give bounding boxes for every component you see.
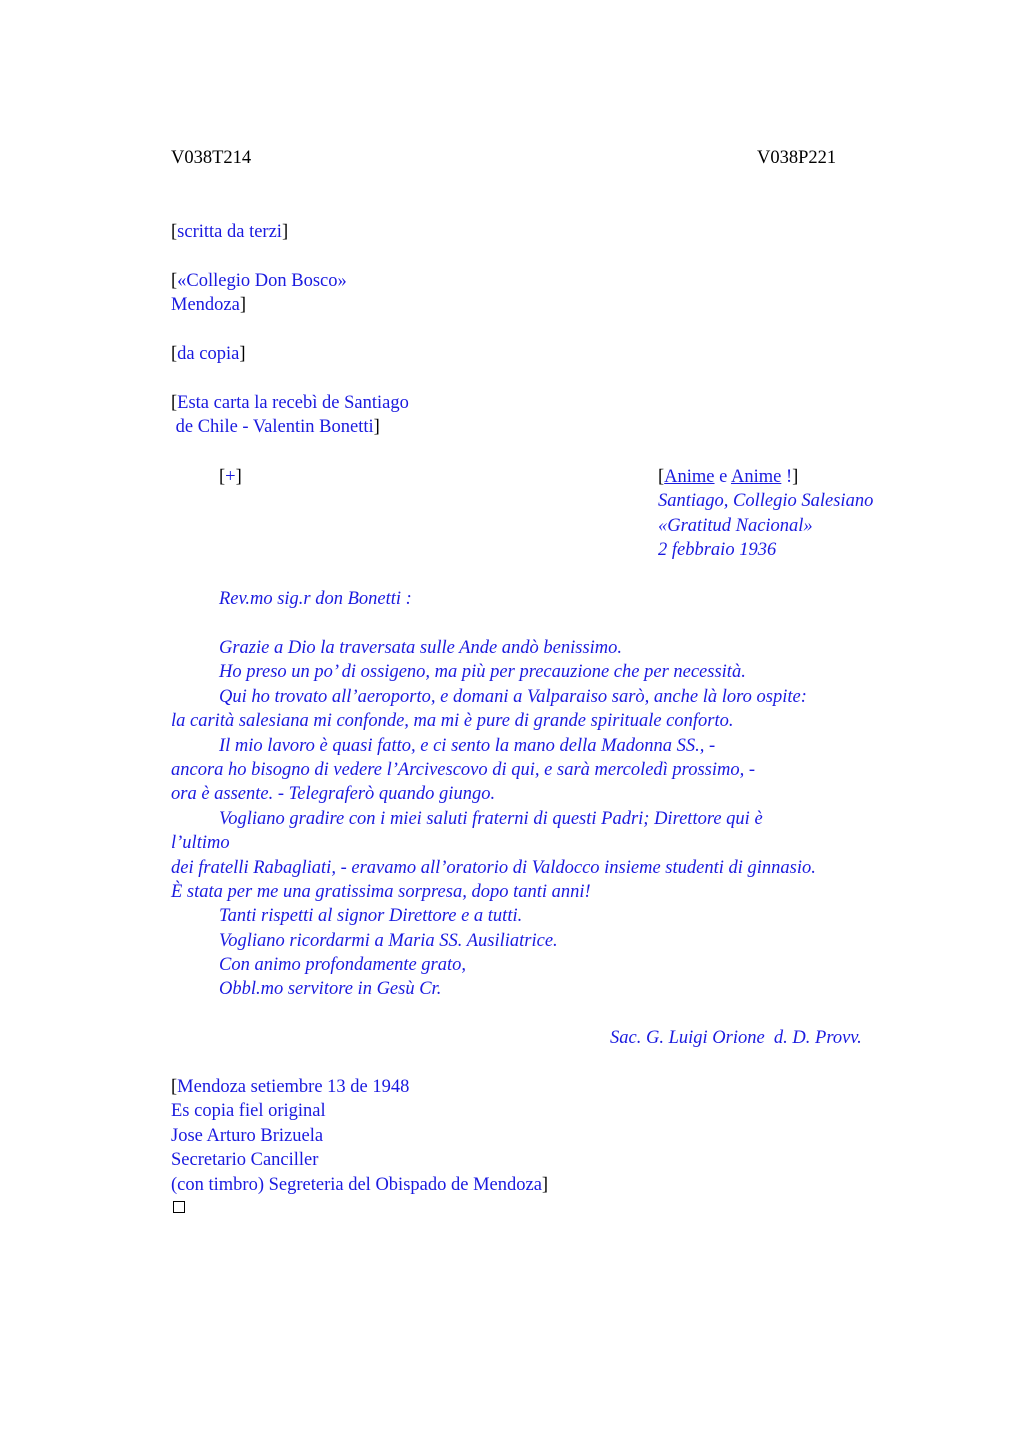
letterhead-block xyxy=(658,465,873,563)
motto-part3: Anime xyxy=(730,467,782,487)
body-line: Tanti rispetti al signor Direttore e a tutti. xyxy=(219,906,523,927)
body-line: Qui ho trovato all’aeroporto, e domani a Valparaiso sarò, anche là loro ospite: xyxy=(219,686,807,707)
body-line: l’ultimo xyxy=(171,833,230,854)
institution-line2: Mendoza xyxy=(171,295,240,316)
note-from-copy: [da copia] xyxy=(171,344,246,364)
received-line2: de Chile - Valentin Bonetti xyxy=(171,417,374,438)
body-line: Grazie a Dio la traversata sulle Ande andò benissimo. xyxy=(219,638,623,658)
body-line: Obbl.mo servitore in Gesù Cr. xyxy=(219,979,442,1000)
place-line1: Santiago, Collegio Salesiano xyxy=(658,491,874,512)
note-written-by-others: [scritta da terzi] xyxy=(171,222,289,242)
cert-line: Jose Arturo Brizuela xyxy=(171,1125,324,1146)
letter-date: 2 febbraio 1936 xyxy=(658,540,777,561)
cert-line: Es copia fiel original xyxy=(171,1101,326,1122)
body-line: Ho preso un po’ di ossigeno, ma più per precauzione che per necessità. xyxy=(219,662,746,683)
body-line: ora è assente. - Telegraferò quando giungo. xyxy=(171,784,496,805)
body-line: dei fratelli Rabagliati, - eravamo all’oratorio di Valdocco insieme studenti di ginnasio. xyxy=(171,857,816,878)
signature: Sac. G. Luigi Orione d. D. Provv. xyxy=(610,1028,862,1048)
body-line: Il mio lavoro è quasi fatto, e ci sento la mano della Madonna SS., - xyxy=(219,735,716,756)
body-line: Con animo profondamente grato, xyxy=(219,955,467,976)
salutation: Rev.mo sig.r don Bonetti : xyxy=(219,589,412,609)
certification-block: [Mendoza setiembre 13 de 1948 Es copia fiel original Jose Arturo Brizuela Secretario Canciller (con timbro) Segreteria del Obispado de Mendoza] xyxy=(171,1077,549,1195)
place-line2: «Gratitud Nacional» xyxy=(658,515,813,536)
body-line: Vogliano ricordarmi a Maria SS. Ausiliatrice. xyxy=(219,930,558,951)
cert-line: Secretario Canciller xyxy=(171,1150,319,1171)
cross-mark: [+] xyxy=(219,467,242,487)
motto-part1: Anime xyxy=(664,467,715,487)
note-from-copy-text: da copia xyxy=(177,344,240,364)
cert-line: Mendoza setiembre 13 de 1948 xyxy=(177,1077,410,1097)
cert-line: (con timbro) Segreteria del Obispado de Mendoza xyxy=(171,1174,542,1195)
note-written-by-others-text: scritta da terzi xyxy=(177,222,282,242)
motto-part2: e xyxy=(714,467,731,487)
note-institution: [«Collegio Don Bosco» Mendoza] xyxy=(171,271,347,316)
end-box-icon xyxy=(173,1201,185,1213)
institution-line1: «Collegio Don Bosco» xyxy=(177,271,347,291)
cross-symbol: + xyxy=(225,467,236,487)
received-line1: Esta carta la recebì de Santiago xyxy=(177,393,409,413)
document-code-left: V038T214 xyxy=(171,148,252,168)
letter-body xyxy=(171,636,816,1002)
body-line: È stata per me una gratissima sorpresa, dopo tanti anni! xyxy=(171,881,591,902)
motto: [Anime e Anime !] xyxy=(658,467,799,487)
document-code-right: V038P221 xyxy=(757,148,837,168)
body-line: ancora ho bisogno di vedere l’Arcivescovo di qui, e sarà mercoledì prossimo, - xyxy=(171,759,756,780)
note-received: [Esta carta la recebì de Santiago de Chile - Valentin Bonetti] xyxy=(171,393,409,438)
body-line: la carità salesiana mi confonde, ma mi è pure di grande spirituale conforto. xyxy=(171,711,734,732)
motto-end: ! xyxy=(781,467,793,487)
body-line: Vogliano gradire con i miei saluti fraterni di questi Padri; Direttore qui è xyxy=(219,808,763,829)
